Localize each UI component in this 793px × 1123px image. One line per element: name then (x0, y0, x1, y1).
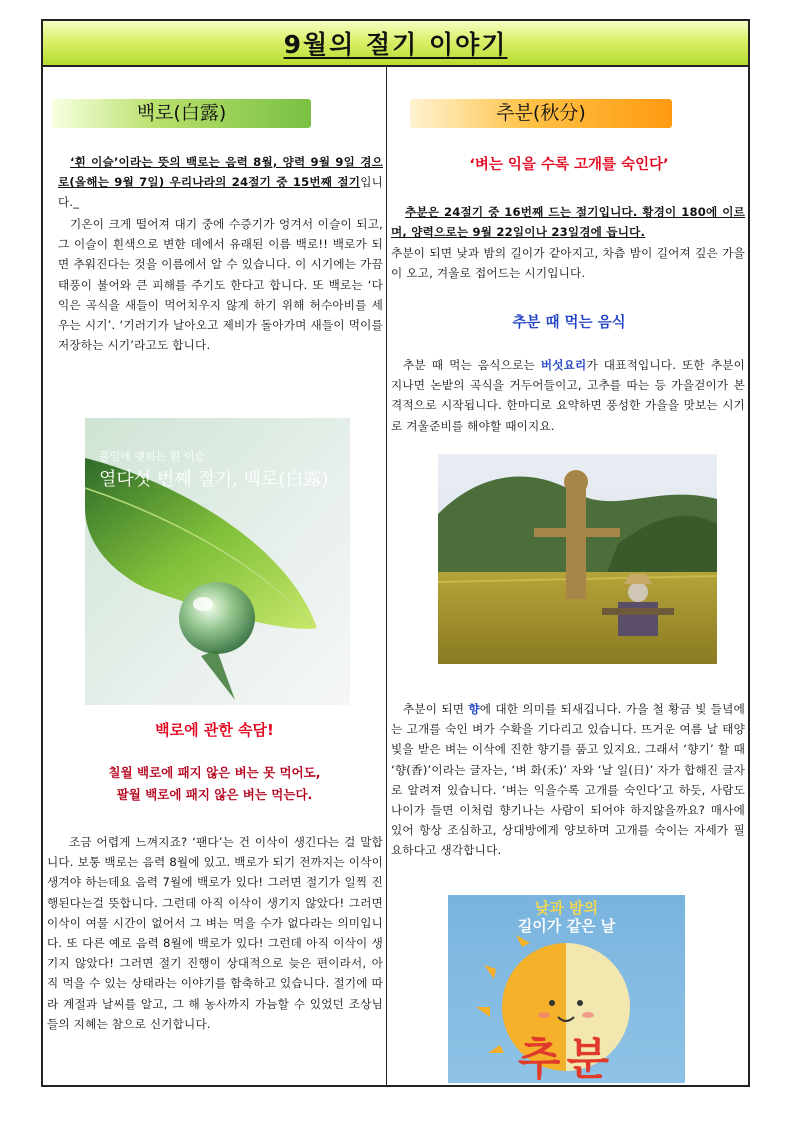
food-highlight: 버섯요리 (540, 358, 587, 372)
baekro-intro (58, 152, 383, 213)
chubun-food-title: 추분 때 먹는 음식 (512, 315, 626, 331)
baekro-body-1: 기온이 크게 떨어져 대기 중에 수증기가 엉겨서 이슬이 되고, 그 이슬이 흰색으로 변한 데에서 유래된 이름 백로!! 백로가 되면 추워진다는 것을 이름에서 알 수 있습니다. 이 시기에는 가끔 태풍이 불어와 큰 피해를 주기도 한다고 합니다. 또 백로는 ‘다 익은 곡식을 새들이 먹어치우지 않게 하기 위해 허수아비를 세우는 시기’. ‘기러기가 날아오고 제비가 돌아가며 새들이 먹이를 저장하는 시기’라고도 합니다. (58, 217, 383, 353)
poster-big-text: 추분 (517, 1034, 615, 1083)
page-title: 9월의 절기 이야기 (283, 30, 508, 59)
chubun-food-text (391, 355, 745, 436)
right-column (388, 65, 750, 1085)
equinox-poster (448, 895, 685, 1083)
chubun-body-2 (391, 699, 745, 861)
baekro-proverb-line-1: 칠월 백로에 패지 않은 벼는 못 먹어도, (108, 765, 321, 780)
baekro-proverb-line-2: 팔월 백로에 패지 않은 벼는 먹는다. (116, 787, 313, 802)
body2-post: 에 대한 의미를 되새깁니다. 가을 철 황금 빛 들녘에는 고개를 숙인 벼가 수확을 기다리고 있습니다. 뜨거운 여름 날 태양 빛을 받은 벼는 이삭에 진한 향기를 품고 있지요. 그래서 ‘향기’ 할 때 ‘향(香)’이라는 글자는, ‘벼 화(禾)’ 자와 ‘날 일(日)’ 자가 합해진 글자로 알려져 있습니다. ‘벼는 익을수록 고개를 숙인다’고 하듯, 사람도 나이가 들면 이처럼 향기나는 사람이 되어야 하지않을까요? 매사에 있어 항상 조심하고, 상대방에게 양보하며 고개를 숙이는 자세가 필요하다고 생각합니다. (391, 702, 745, 858)
chubun-heading: 추분(秋分) (410, 99, 672, 128)
baekro-proverb-title: 백로에 관한 속담! (155, 721, 274, 739)
title-banner (43, 21, 748, 67)
baekro-body-2: 조금 어렵게 느껴지죠? ‘팬다’는 건 이삭이 생긴다는 걸 말합니다. 보통 백로는 음력 8월에 있고. 백로가 되기 전까지는 이삭이 생겨야 하는데요 음력 7월에 백로가 있다! 그러면 절기가 일찍 진행된다는걸 뜻합니다. 그런데 아직 이삭이 생기지 않았다! 그러면 이삭이 여물 시간이 없어서 그 벼는 먹을 수가 없다라는 의미입니다. 또 다른 예로 음력 8월에 백로가 있다! 그런데 아직 이삭이 생기지 않았다! 그러면 절기 진행이 상대적으로 늦은 편이라서, 아직 먹을 수 있는 상태라는 이야기를 함축하고 있습니다. 절기에 따라 계절과 날씨를 알고, 그 해 농사까지 가늠할 수 있었던 조상님들의 지혜는 참으로 신기합니다. (47, 835, 383, 1031)
poster-line-1: 낮과 밤의 (534, 899, 599, 917)
left-column (43, 65, 386, 1085)
dew-leaf-image (85, 418, 350, 705)
food-text-post: 가 대표적입니다. 또한 추분이 지나면 논밭의 곡식을 거두어들이고, 고추를 따는 등 가을걷이가 본격적으로 시작됩니다. 한마디로 요약하면 풍성한 가을을 맛보는 시기로 겨울준비를 해야할 때이지요. (391, 358, 745, 433)
poster-line-2: 길이가 같은 날 (517, 917, 616, 935)
newsletter-frame (41, 19, 750, 1087)
image-caption-big: 열다섯 번째 절기, 백로(白露) (99, 469, 329, 490)
chubun-proverb: ‘벼는 익을 수록 고개를 숙인다’ (469, 157, 669, 173)
baekro-intro-rest: 입니다._ (58, 175, 383, 210)
baekro-heading: 백로(白露) (52, 99, 311, 128)
body2-highlight: 향 (468, 702, 480, 716)
image-caption-small: 풀잎에 맺히는 흰 이슬 (99, 450, 206, 463)
scarecrow-illustration (438, 454, 717, 664)
baekro-intro-bold: ‘흰 이슬’이라는 뜻의 백로는 음력 8월, 양력 9월 9일 경으로(올해는 9월 7일) 우리나라의 24절기 중 15번째 절기 (58, 155, 383, 190)
body2-pre: 추분이 되면 (403, 702, 469, 716)
column-divider (386, 65, 387, 1085)
chubun-intro (391, 202, 745, 242)
chubun-body-1: 추분이 되면 낮과 밤의 길이가 같아지고, 차츰 밤이 길어져 깊은 가을이 오고, 겨울로 접어드는 시기입니다. (391, 246, 745, 281)
chubun-intro-bold: 추분은 24절기 중 16번째 드는 절기입니다. 황경이 180에 이르며, 양력으로는 9월 22일이나 23일경에 듭니다. (391, 205, 745, 240)
food-text-pre: 추분 때 먹는 음식으로는 (403, 358, 541, 372)
scarecrow-rice-field-image (438, 454, 717, 664)
